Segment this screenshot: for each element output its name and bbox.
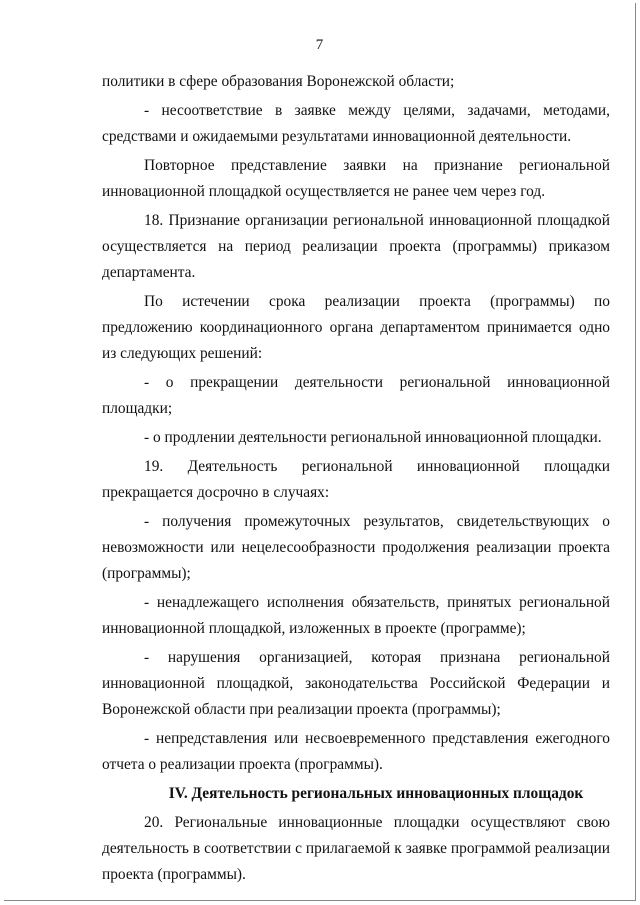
- paragraph-term-expiry: По истечении срока реализации проекта (программы) по предложению координационного органа департаментом принимается одно из следующих решений:: [102, 293, 610, 362]
- paragraph-violation-item: - нарушения организацией, которая признана региональной инновационной площадкой, законодательства Российской Федерации и Воронежской области при реализации проекта (программы);: [102, 649, 610, 718]
- document-body: [102, 69, 610, 888]
- paragraph-clause-20: 20. Региональные инновационные площадки осуществляют свою деятельность в соответствии с прилагаемой к заявке программой реализации проекта (программы).: [102, 814, 610, 883]
- paragraph-clause-18: 18. Признание организации региональной инновационной площадкой осуществляется на период реализации проекта (программы) приказом департамента.: [102, 212, 610, 281]
- paragraph-report-item: - непредставления или несвоевременного представления ежегодного отчета о реализации проекта (программы).: [102, 730, 610, 773]
- paragraph-clause-19: 19. Деятельность региональной инновационной площадки прекращается досрочно в случаях:: [102, 458, 610, 501]
- document-page: [4, 3, 636, 901]
- paragraph-termination-item: - о прекращении деятельности региональной инновационной площадки;: [102, 374, 610, 417]
- paragraph-mismatch-item: - несоответствие в заявке между целями, задачами, методами, средствами и ожидаемыми результатами инновационной деятельности.: [102, 102, 610, 145]
- page-number: 7: [315, 37, 324, 53]
- paragraph-interim-results-item: - получения промежуточных результатов, свидетельствующих о невозможности или нецелесообразности продолжения реализации проекта (программы);: [102, 513, 610, 582]
- paragraph-resubmission: Повторное представление заявки на признание региональной инновационной площадкой осуществляется не ранее чем через год.: [102, 157, 610, 200]
- section-heading: IV. Деятельность региональных инновационных площадок: [168, 785, 584, 802]
- paragraph-extension-item: - о продлении деятельности региональной инновационной площадки.: [144, 429, 602, 446]
- paragraph-continuation: политики в сфере образования Воронежской области;: [102, 73, 455, 90]
- paragraph-obligations-item: - ненадлежащего исполнения обязательств, принятых региональной инновационной площадкой, изложенных в проекте (программе);: [102, 594, 610, 637]
